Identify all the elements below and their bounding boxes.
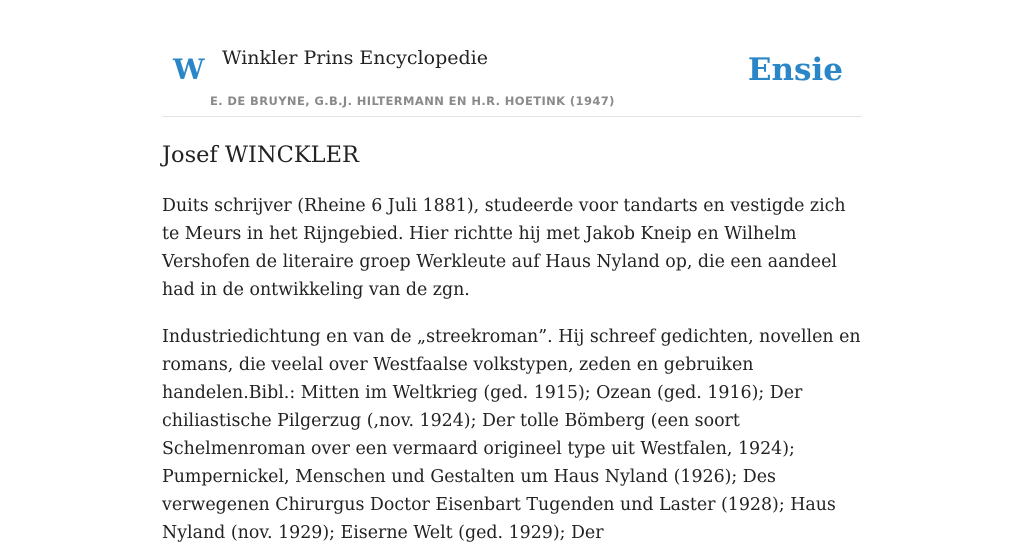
article: [162, 138, 862, 547]
encyclopedia-logo-icon[interactable]: W: [173, 53, 205, 86]
source-authors: E. DE BRUYNE, G.B.J. HILTERMANN EN H.R. HOETINK (1947): [210, 94, 615, 108]
ensie-logo[interactable]: Ensie: [747, 52, 843, 88]
article-title: Josef WINCKLER: [162, 142, 359, 168]
source-header: [162, 0, 862, 117]
source-title[interactable]: Winkler Prins Encyclopedie: [222, 47, 488, 69]
article-paragraph-1: Duits schrijver (Rheine 6 Juli 1881), studeerde voor tandarts en vestigde zich te Meurs in het Rijngebied. Hier richtte hij met Jakob Kneip en Wilhelm Vershofen de literaire groep Werkleute auf Haus Nyland op, die een aandeel had in de ontwikkeling van de zgn.: [162, 196, 846, 300]
article-paragraph-2: Industriedichtung en van de „streekroman”. Hij schreef gedichten, novellen en romans, die veelal over Westfaalse volkstypen, zeden en gebruiken handelen.Bibl.: Mitten im Weltkrieg (ged. 1915); Ozean (ged. 1916); Der chiliastische Pilgerzug (,nov. 1924); Der tolle Bömberg (een soort Schelmenroman over een vermaard origineel type uit Westfalen, 1924); Pumpernickel, Menschen und Gestalten um Haus Nyland (1926); Des verwegenen Chirurgus Doctor Eisenbart Tugenden und Laster (1928); Haus Nyland (nov. 1929); Eiserne Welt (ged. 1929); Der: [162, 327, 861, 543]
